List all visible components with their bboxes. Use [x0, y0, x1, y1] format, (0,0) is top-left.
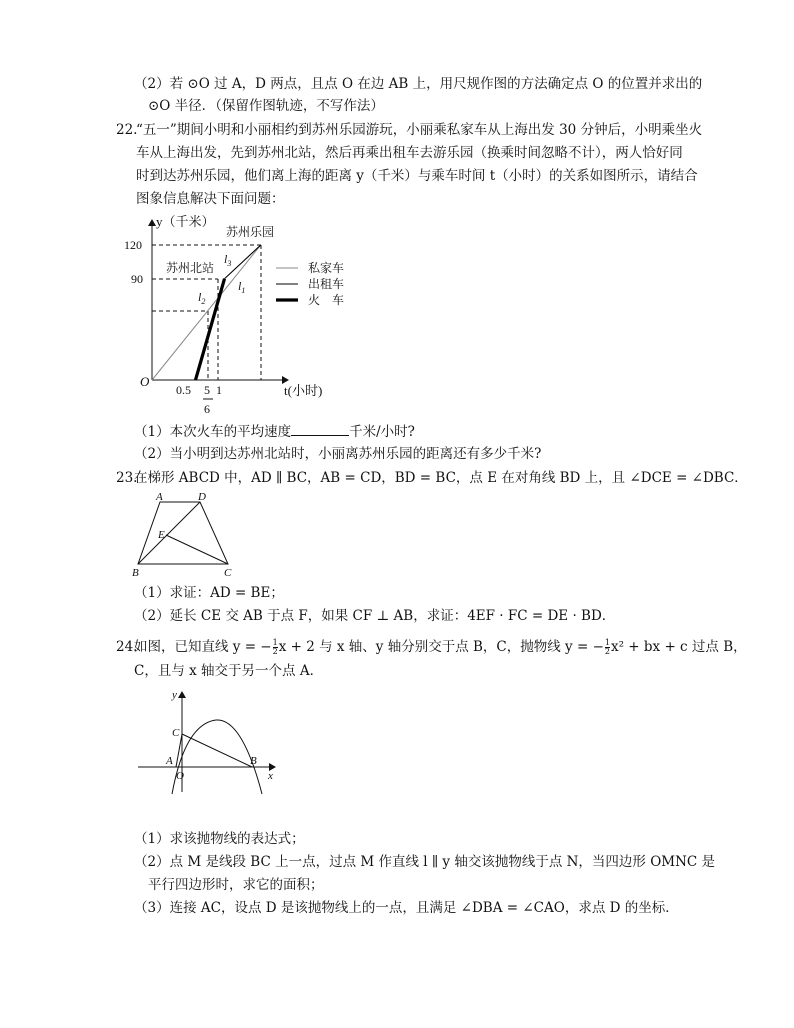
x-tick-0.5: 0.5 [176, 383, 191, 397]
x-axis-label: t(小时) [284, 383, 323, 398]
point-C: C [224, 567, 232, 579]
q24-frac2 [605, 639, 610, 656]
q21-part2-line2: ⊙O 半径．（保留作图轨迹，不写作法） [148, 98, 384, 114]
q24-label-O: O [176, 770, 184, 782]
q24-parabola [172, 720, 262, 794]
q22-part2: （2）当小明到达苏州北站时，小丽离苏州乐园的距离还有多少千米? [134, 446, 542, 462]
q24-stem-a: 如图，已知直线 y = − [134, 639, 272, 655]
q24-label-A: A [166, 755, 173, 767]
origin-label: O [140, 374, 150, 389]
q24-stem-line2: C，且与 x 轴交于另一个点 A． [134, 663, 324, 679]
point-B: B [132, 567, 139, 579]
q24-part1: （1）求该抛物线的表达式； [134, 831, 305, 847]
q22-part1-after: 千米/小时? [349, 424, 415, 440]
y-tick-120: 120 [124, 238, 142, 252]
label-l2: $l_2$ [198, 290, 206, 306]
q22-answer-blank [291, 421, 349, 436]
q24-label-B: B [250, 755, 257, 767]
q24-stem-line1 [134, 637, 747, 657]
x-tick-6: 6 [204, 402, 210, 416]
legend-label-train: 火 车 [308, 293, 345, 307]
q24-frac1 [273, 639, 278, 656]
q22-stem-line3: 时到达苏州乐园，他们离上海的距离 y（千米）与乘车时间 t（小时）的关系如图所示，请结合 [136, 168, 698, 184]
annotation-suzhou-park: 苏州乐园 [226, 225, 275, 239]
q24-stem-b: x + 2 与 x 轴、y 轴分别交于点 B，C，抛物线 y = − [278, 639, 604, 655]
q24-part2-line2: 平行四边形时，求它的面积； [148, 877, 324, 893]
q24-stem-c: x² + bx + c 过点 B， [610, 639, 747, 655]
q24-label-x: x [268, 770, 273, 782]
q24-figure [130, 684, 280, 799]
q22-chart [110, 210, 400, 420]
point-E: E [158, 529, 165, 541]
q23-number: 23. [116, 470, 138, 486]
point-A: A [156, 491, 163, 503]
q22-stem-line4: 图象信息解决下面问题： [136, 191, 285, 207]
label-l3: $l_3$ [224, 252, 232, 268]
q22-part1-before: （1）本次火车的平均速度 [134, 424, 292, 440]
label-l1: $l_1$ [238, 279, 246, 295]
q21-part2-line1: （2）若 ⊙O 过 A，D 两点，且点 O 在边 AB 上，用尺规作图的方法确定点 O 的位置并求出的 [134, 76, 703, 92]
q22-stem-line1: “五一”期间小明和小丽相约到苏州乐园游玩，小丽乘私家车从上海出发 30 分钟后，小明乘坐火 [136, 122, 703, 138]
q24-frac2-den: 2 [604, 647, 610, 656]
q22-stem-line2: 车从上海出发，先到苏州北站，然后再乘出租车去游乐园（换乘时间忽略不计），两人恰好同 [136, 145, 683, 161]
q22-number: 22. [116, 122, 138, 138]
q24-part2-line1: （2）点 M 是线段 BC 上一点，过点 M 作直线 l ∥ y 轴交该抛物线于点 N，当四边形 OMNC 是 [134, 854, 716, 870]
x-tick-1: 1 [216, 383, 222, 397]
legend-label-taxi: 出租车 [308, 277, 345, 291]
y-tick-90: 90 [131, 272, 143, 286]
q23-part1: （1）求证：AD = BE； [134, 585, 284, 601]
q24-number: 24. [116, 639, 138, 655]
x-tick-5: 5 [204, 383, 210, 397]
q24-frac2-num: 1 [604, 638, 610, 647]
q24-frac1-den: 2 [272, 647, 278, 656]
q23-figure [130, 490, 240, 582]
q24-label-C: C [172, 727, 180, 739]
q24-label-y: y [172, 689, 177, 701]
point-D: D [198, 491, 206, 503]
q23-stem: 在梯形 ABCD 中，AD ∥ BC，AB = CD，BD = BC，点 E 在对角线 BD 上，且 ∠DCE = ∠DBC． [134, 470, 748, 486]
q22-part1 [134, 421, 415, 442]
y-axis-label: y（千米） [156, 214, 215, 229]
q24-frac1-num: 1 [272, 638, 278, 647]
legend-label-private-car: 私家车 [308, 261, 345, 275]
annotation-suzhou-station: 苏州北站 [166, 261, 215, 275]
q23-part2: （2）延长 CE 交 AB 于点 F，如果 CF ⊥ AB，求证：4EF · FC = DE · BD． [134, 608, 616, 624]
q24-part3: （3）连接 AC，设点 D 是该抛物线上的一点，且满足 ∠DBA = ∠CAO，求点 D 的坐标． [134, 900, 679, 916]
